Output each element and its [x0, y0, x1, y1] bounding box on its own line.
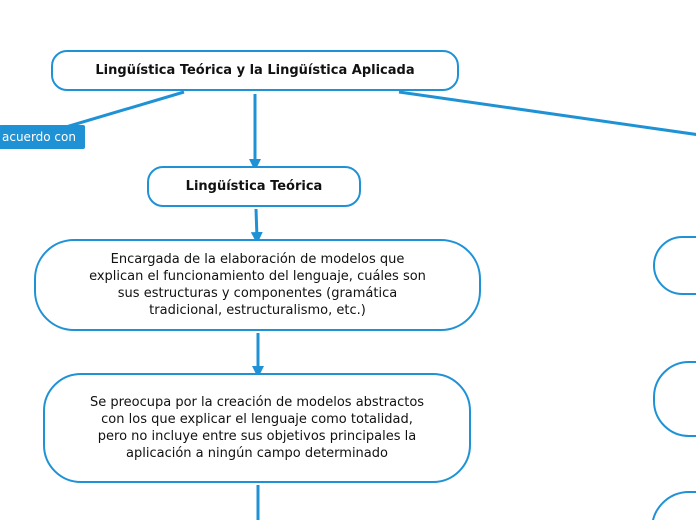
root-topic-node[interactable] [51, 50, 459, 91]
theoretical-description-text-1: Encargada de la elaboración de modelos que explican el funcionamiento del lenguaje, cuáles son sus estructuras y componentes (gramática tradicional, estructuralismo, etc.) [89, 252, 426, 318]
theoretical-linguistics-node[interactable] [147, 166, 361, 207]
connector-root-to-right-branch [399, 92, 696, 135]
theoretical-description-node-2[interactable] [43, 373, 471, 483]
theoretical-description-text-2: Se preocupa por la creación de modelos abstractos con los que explicar el lenguaje como totalidad, pero no incluye entre sus objetivos principales la aplicación a ningún campo determinado [89, 395, 425, 461]
relationship-label[interactable]: acuerdo con [0, 125, 85, 149]
theoretical-description-node-1[interactable] [34, 239, 481, 331]
root-topic-title: Lingüística Teórica y la Lingüística Aplicada [95, 63, 415, 78]
connector-theoretical-to-description-1 [256, 209, 257, 238]
theoretical-linguistics-title: Lingüística Teórica [185, 179, 323, 194]
connector-root-to-label [66, 92, 184, 127]
